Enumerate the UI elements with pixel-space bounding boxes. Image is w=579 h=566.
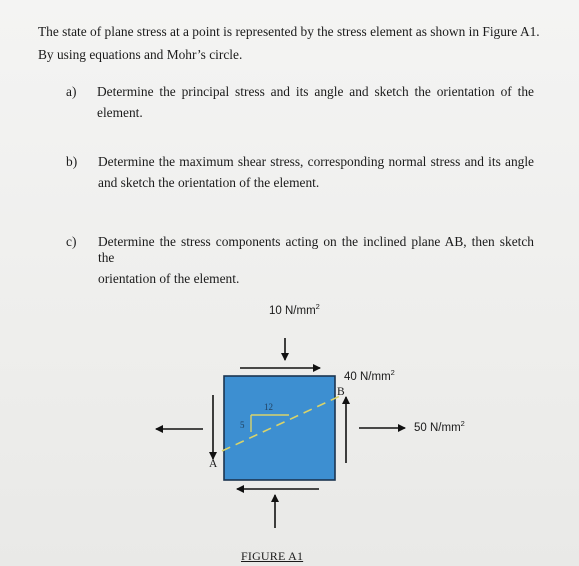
question-a-line-2: element. [97, 105, 143, 120]
question-a-line-1: Determine the principal stress and its angle and sketch the orientation of the [97, 84, 534, 99]
question-c-line-2: orientation of the element. [98, 271, 240, 286]
question-c-line-1: Determine the stress components acting on the inclined plane AB, then sketch the [98, 234, 534, 265]
question-b-line-1: Determine the maximum shear stress, corresponding normal stress and its angle [98, 154, 534, 169]
top-normal-stress-label: 10 $N/mm^2$ [269, 302, 320, 317]
intro-line-2: By using equations and Mohr’s circle. [38, 47, 243, 62]
question-b-line-2: and sketch the orientation of the element. [98, 175, 320, 190]
question-a-label: a) [66, 84, 77, 99]
figure-caption: FIGURE A1 [241, 549, 304, 563]
dimension-label-5: 5 [240, 420, 245, 430]
point-b-label: B [337, 386, 345, 398]
intro-line-1: The state of plane stress at a point is represented by the stress element as shown in Figure A1. [38, 24, 540, 39]
point-a-label: A [209, 458, 218, 470]
right-normal-stress-label: 50 $N/mm^2$ [414, 419, 465, 434]
shear-stress-label: 40 $N/mm^2$ [344, 368, 395, 383]
question-c-label: c) [66, 234, 77, 249]
question-b-label: b) [66, 154, 78, 169]
dimension-label-12: 12 [264, 402, 273, 412]
